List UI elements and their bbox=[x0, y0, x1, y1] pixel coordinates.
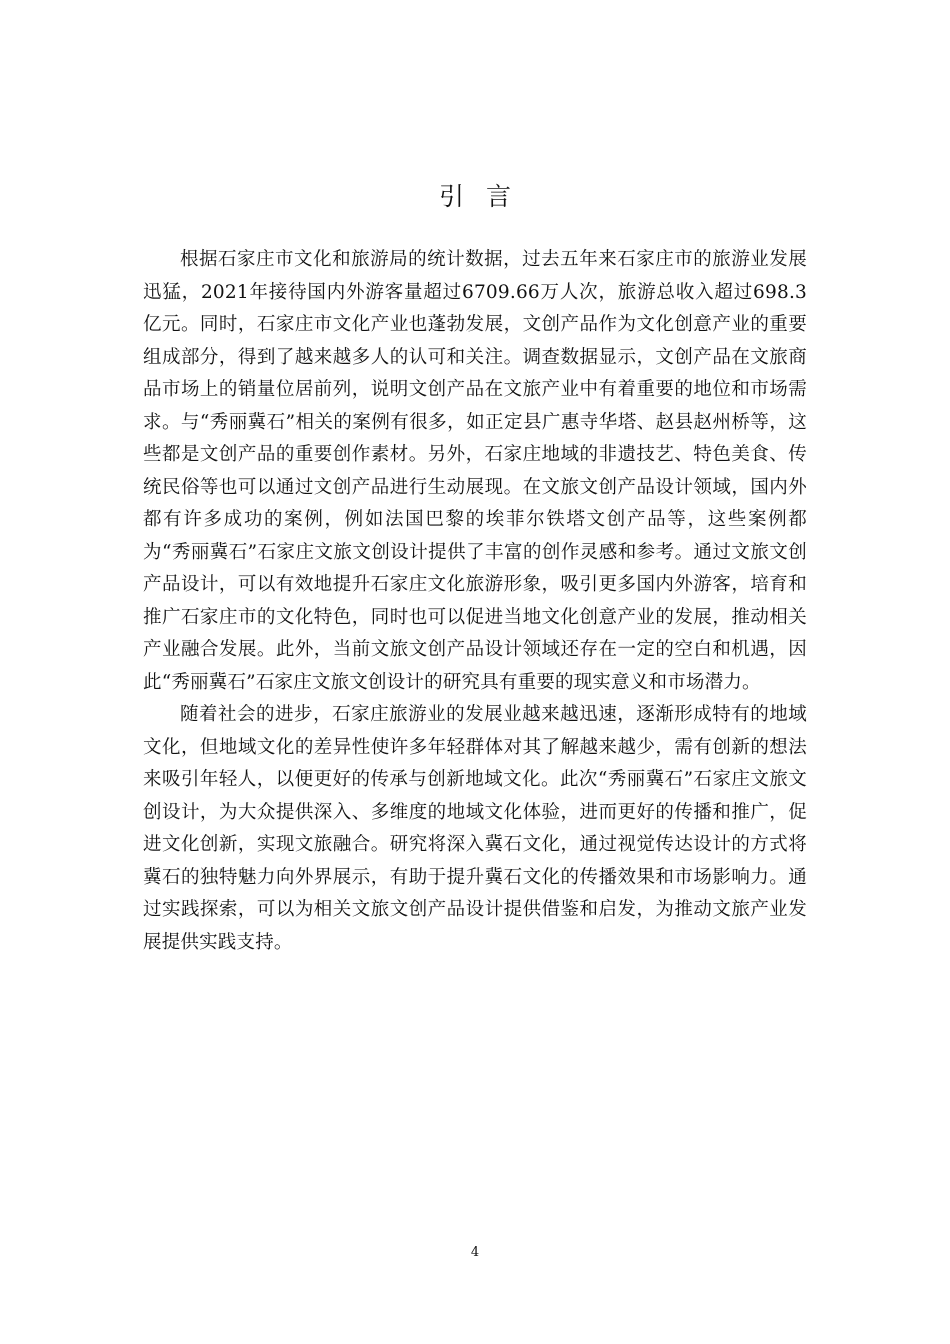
paragraph-1: 根据石家庄市文化和旅游局的统计数据，过去五年来石家庄市的旅游业发展迅猛，2021年接待国内外游客量超过6709.66万人次，旅游总收入超过698.3 亿元。同时，石家庄市文化产业也蓬勃发展，文创产品作为文化创意产业的重要组成部分，得到了越来越多人的认可和关注。调查数据显示，文创产品在文旅商品市场上的销量位居前列，说明文创产品在文旅产业中有着重要的地位和市场需求。与“秀丽冀石”相关的案例有很多，如正定县广惠寺华塔、赵县赵州桥等，这些都是文创产品的重要创作素材。另外，石家庄地域的非遗技艺、特色美食、传统民俗等也可以通过文创产品进行生动展现。在文旅文创产品设计领域，国内外都有许多成功的案例，例如法国巴黎的埃菲尔铁塔文创产品等，这些案例都为“秀丽冀石”石家庄文旅文创设计提供了丰富的创作灵感和参考。通过文旅文创产品设计，可以有效地提升石家庄文化旅游形象，吸引更多国内外游客，培育和推广石家庄市的文化特色，同时也可以促进当地文化创意产业的发展，推动相关产业融合发展。此外，当前文旅文创产品设计领域还存在一定的空白和机遇，因此“秀丽冀石”石家庄文旅文创设计的研究具有重要的现实意义和市场潜力。 bbox=[143, 249, 807, 693]
page-number: 4 bbox=[470, 1245, 480, 1260]
body-text bbox=[143, 244, 807, 959]
paragraph-2: 随着社会的进步，石家庄旅游业的发展业越来越迅速，逐渐形成特有的地域文化，但地域文化的差异性使许多年轻群体对其了解越来越少，需有创新的想法来吸引年轻人，以便更好的传承与创新地域文化。此次“秀丽冀石”石家庄文旅文创设计，为大众提供深入、多维度的地域文化体验，进而更好的传播和推广，促进文化创新，实现文旅融合。研究将深入冀石文化，通过视觉传达设计的方式将冀石的独特魅力向外界展示，有助于提升冀石文化的传播效果和市场影响力。通过实践探索，可以为相关文旅文创产品设计提供借鉴和启发，为推动文旅产业发展提供实践支持。 bbox=[143, 704, 807, 953]
section-title: 引言 bbox=[438, 182, 533, 211]
